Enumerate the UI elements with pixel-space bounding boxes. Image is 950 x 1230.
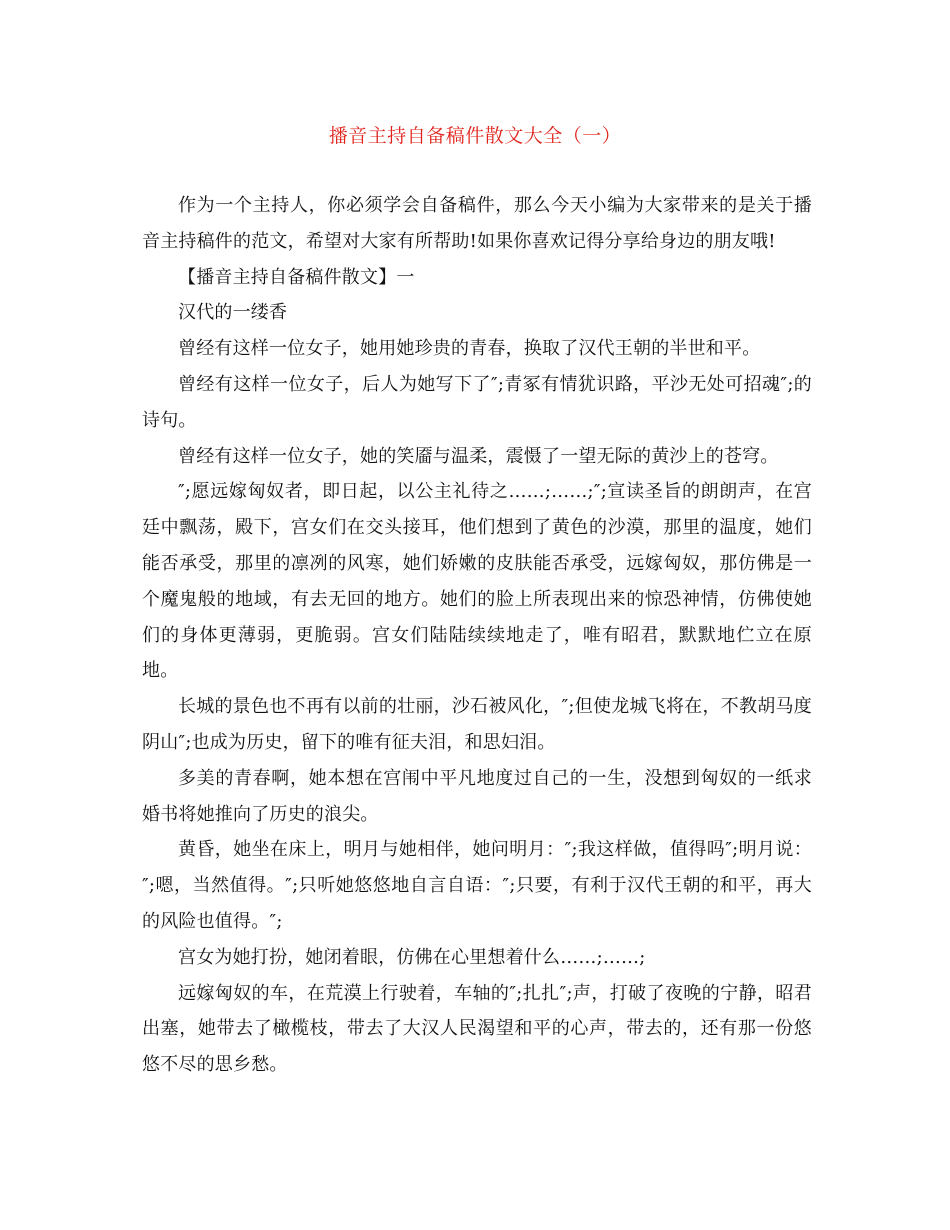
paragraph: ″;愿远嫁匈奴者，即日起，以公主礼待之……;……;″;宣读圣旨的朗朗声，在宫廷中飘荡，殿下，宫女们在交头接耳，他们想到了黄色的沙漠，那里的温度，她们能否承受，那里的凛冽的风寒，她们娇嫩的皮肤能否承受，远嫁匈奴，那仿佛是一个魔鬼般的地域，有去无回的地方。她们的脸上所表现出来的惊恐神情，仿佛使她们的身体更薄弱，更脆弱。宫女们陆陆续续地走了，唯有昭君，默默地伫立在原地。 [142,481,812,682]
essay-title: 汉代的一缕香 [178,302,288,324]
paragraph: 曾经有这样一位女子，后人为她写下了″;青冢有情犹识路，平沙无处可招魂″;的诗句。 [142,373,812,431]
paragraph-intro: 作为一个主持人，你必须学会自备稿件，那么今天小编为大家带来的是关于播音主持稿件的范文，希望对大家有所帮助!如果你喜欢记得分享给身边的朋友哦! [142,195,812,252]
document-title: 播音主持自备稿件散文大全（一） [328,125,622,147]
paragraph: 宫女为她打扮，她闭着眼，仿佛在心里想着什么……;……; [178,946,646,968]
section-heading: 【播音主持自备稿件散文】一 [178,266,415,288]
paragraph: 多美的青春啊，她本想在宫闱中平凡地度过自己的一生，没想到匈奴的一纸求婚书将她推向了历史的浪尖。 [142,767,812,825]
document-body [142,188,812,1083]
paragraph: 远嫁匈奴的车，在荒漠上行驶着，车轴的″;扎扎″;声，打破了夜晚的宁静，昭君出塞，她带去了橄榄枝，带去了大汉人民渴望和平的心声，带去的，还有那一份悠悠不尽的思乡愁。 [142,982,812,1076]
paragraph: 曾经有这样一位女子，她的笑靥与温柔，震慑了一望无际的黄沙上的苍穹。 [178,445,779,467]
paragraph: 曾经有这样一位女子，她用她珍贵的青春，换取了汉代王朝的半世和平。 [178,338,761,360]
paragraph: 黄昏，她坐在床上，明月与她相伴，她问明月：″;我这样做，值得吗″;明月说：″;嗯，当然值得。″;只听她悠悠地自言自语：″;只要，有利于汉代王朝的和平，再大的风险也值得。″; [142,839,812,932]
paragraph: 长城的景色也不再有以前的壮丽，沙石被风化，″;但使龙城飞将在，不教胡马度阴山″;也成为历史，留下的唯有征夫泪，和思妇泪。 [142,696,812,753]
